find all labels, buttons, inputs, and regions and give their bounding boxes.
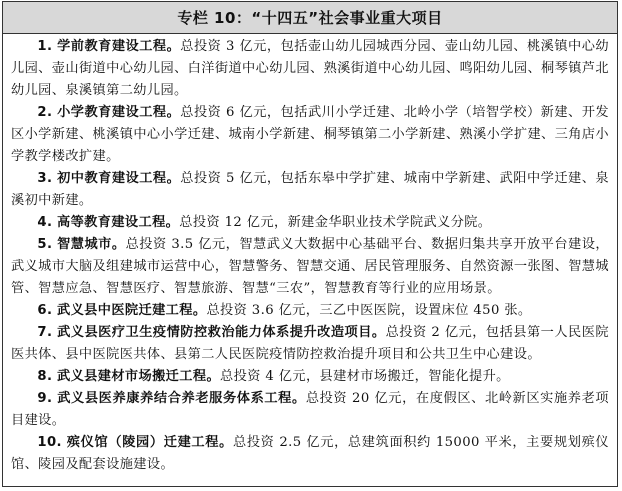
table-title: 专栏 10：“十四五”社会事业重大项目 xyxy=(3,2,617,34)
item-number: 9. xyxy=(37,391,53,406)
item-name: 学前教育建设工程。 xyxy=(57,39,181,54)
list-item xyxy=(11,432,609,476)
item-name: 殡仪馆（陵园）迁建工程。 xyxy=(66,435,233,450)
item-description: 总投资 12 亿元，新建金华职业技术学院武义分院。 xyxy=(179,215,492,230)
list-item xyxy=(11,168,609,212)
item-name: 武义县建材市场搬迁工程。 xyxy=(56,369,221,384)
item-number: 1. xyxy=(37,39,53,54)
item-name: 武义县医疗卫生疫情防控救治能力体系提升改造项目。 xyxy=(57,325,386,340)
item-number: 3. xyxy=(37,171,53,186)
list-item xyxy=(11,234,609,300)
item-number: 4. xyxy=(37,215,53,230)
list-item xyxy=(11,212,609,234)
item-number: 6. xyxy=(37,303,53,318)
list-item xyxy=(11,366,609,388)
item-name: 小学教育建设工程。 xyxy=(57,105,181,120)
item-description: 总投资 3 亿元，包括壶山幼儿园城西分园、壶山幼儿园、桃溪镇中心幼儿园、壶山街道中心幼儿园、白洋街道中心幼儿园、熟溪街道中心幼儿园、鸣阳幼儿园、桐琴镇芦北幼儿园、泉溪镇第二幼儿园。 xyxy=(11,39,610,98)
list-item xyxy=(11,300,609,322)
item-number: 10. xyxy=(37,435,62,450)
item-number: 5. xyxy=(37,237,53,252)
list-item xyxy=(11,36,609,102)
list-item xyxy=(11,322,609,366)
item-name: 智慧城市。 xyxy=(57,237,126,252)
project-list xyxy=(3,34,617,476)
list-item xyxy=(11,388,609,432)
item-number: 8. xyxy=(37,369,53,384)
item-description: 总投资 6 亿元，包括武川小学迁建、北岭小学（培智学校）新建、开发区小学新建、桃溪镇中心小学迁建、城南小学新建、桐琴镇第二小学新建、熟溪小学扩建、三角店小学教学楼改扩建。 xyxy=(11,105,610,164)
item-description: 总投资 5 亿元，包括东皋中学扩建、城南中学新建、武阳中学迁建、泉溪初中新建。 xyxy=(11,171,610,208)
item-number: 7. xyxy=(37,325,53,340)
item-description: 总投资 2 亿元，包括县第一人民医院医共体、县中医院医共体、县第二人民医院疫情防控救治提升项目和公共卫生中心建设。 xyxy=(11,325,609,362)
item-name: 高等教育建设工程。 xyxy=(56,215,180,230)
item-name: 武义县中医院迁建工程。 xyxy=(56,303,207,318)
item-name: 初中教育建设工程。 xyxy=(57,171,181,186)
item-number: 2. xyxy=(37,105,53,120)
item-description: 总投资 4 亿元，县建材市场搬迁，智能化提升。 xyxy=(220,369,510,384)
item-description: 总投资 20 亿元，在度假区、北岭新区实施养老项目建设。 xyxy=(11,391,610,428)
item-description: 总投资 2.5 亿元，总建筑面积约 15000 平米，主要规划殡仪馆、陵园及配套设施建设。 xyxy=(11,435,609,472)
item-description: 总投资 3.5 亿元，智慧武义大数据中心基础平台、数据归集共享开放平台建设，武义城市大脑及组建城市运营中心，智慧警务、智慧交通、居民管理服务、自然资源一张图、智慧城管、智慧应急、智慧医疗、智慧旅游、智慧“三农”，智慧教育等行业的应用场景。 xyxy=(11,237,609,296)
item-description: 总投资 3.6 亿元，三乙中医医院，设置床位 450 张。 xyxy=(206,303,532,318)
item-name: 武义县医养康养结合养老服务体系工程。 xyxy=(57,391,306,406)
project-table xyxy=(2,1,618,487)
list-item xyxy=(11,102,609,168)
